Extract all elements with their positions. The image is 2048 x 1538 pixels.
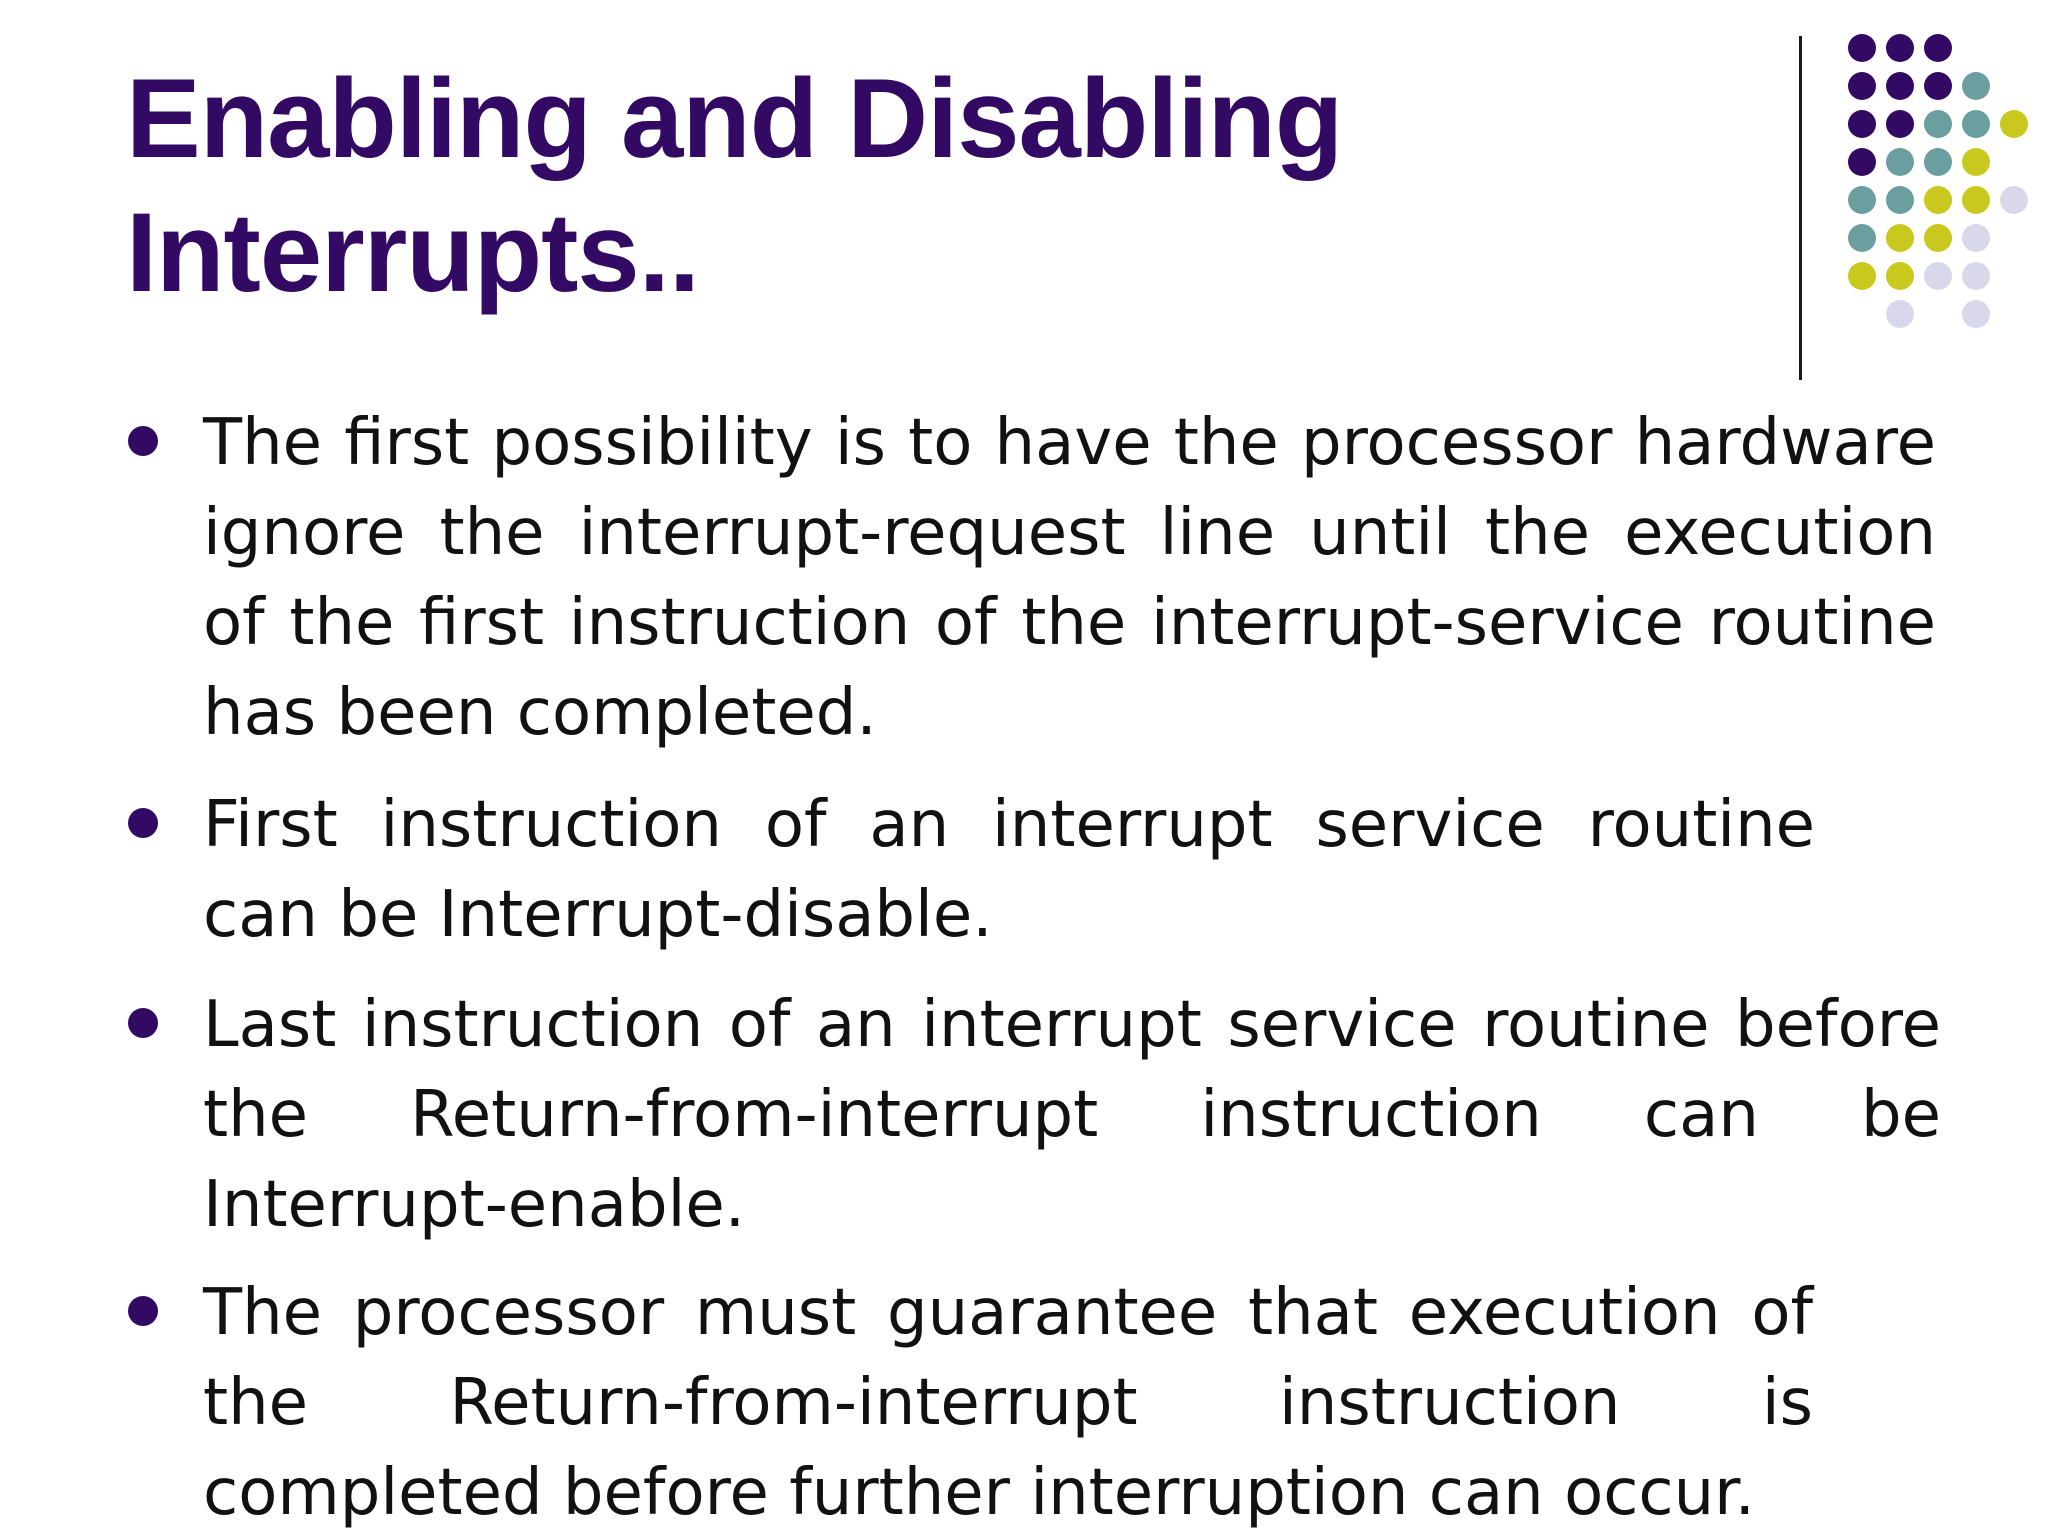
bullet-line: The first possibility is to have the processor hardware	[203, 406, 1936, 480]
decorative-dot	[1924, 186, 1952, 214]
bullet-text-2	[203, 780, 1815, 960]
bullet-text-1	[203, 398, 1936, 758]
decorative-dot	[1962, 110, 1990, 138]
decorative-dot	[1962, 186, 1990, 214]
decorative-dot	[1962, 262, 1990, 290]
bullet-text-4	[203, 1268, 1813, 1538]
decorative-dot	[1886, 186, 1914, 214]
decorative-dot-grid	[0, 0, 2048, 400]
decorative-dot	[1886, 110, 1914, 138]
bullet-line: The processor must guarantee that execution of	[203, 1276, 1813, 1350]
bullet-text-3	[203, 980, 1941, 1250]
bullet-item-1	[126, 398, 1936, 758]
bullet-line: the Return-from-interrupt instruction is	[203, 1366, 1813, 1440]
decorative-dot	[1924, 148, 1952, 176]
bullet-item-4	[126, 1268, 1936, 1538]
decorative-dot	[1886, 148, 1914, 176]
bullet-item-2	[126, 780, 1936, 960]
decorative-dot	[1924, 34, 1952, 62]
decorative-dot	[1924, 110, 1952, 138]
bullet-line: ignore the interrupt-request line until the execution	[203, 496, 1936, 570]
decorative-dot	[1924, 262, 1952, 290]
decorative-dot	[1886, 262, 1914, 290]
decorative-dot	[1962, 300, 1990, 328]
decorative-dot	[1962, 72, 1990, 100]
decorative-dot	[1848, 224, 1876, 252]
decorative-dot	[1848, 110, 1876, 138]
slide-title-line-1: Enabling and Disabling	[126, 56, 1343, 181]
bullet-marker	[128, 808, 158, 838]
bullet-line: of the first instruction of the interrupt-service routine	[203, 586, 1936, 660]
decorative-dot	[1848, 72, 1876, 100]
bullet-marker	[128, 1296, 158, 1326]
bullet-line: Interrupt-enable.	[203, 1168, 746, 1242]
decorative-dot	[1924, 224, 1952, 252]
bullet-line: Last instruction of an interrupt service routine before	[203, 988, 1941, 1062]
decorative-dot	[1848, 34, 1876, 62]
decorative-dot	[1886, 224, 1914, 252]
bullet-line: has been completed.	[203, 676, 877, 750]
decorative-dot	[1886, 72, 1914, 100]
decorative-dot	[1924, 72, 1952, 100]
decorative-dot	[1848, 148, 1876, 176]
bullet-line: the Return-from-interrupt instruction can be	[203, 1078, 1941, 1152]
decorative-dot	[1848, 262, 1876, 290]
decorative-dot	[2000, 110, 2028, 138]
slide-title-line-2: Interrupts..	[126, 190, 699, 315]
bullet-marker	[128, 426, 158, 456]
bullet-marker	[128, 1008, 158, 1038]
bullet-item-3	[126, 980, 1941, 1250]
decorative-dot	[1886, 34, 1914, 62]
decorative-dot	[1962, 148, 1990, 176]
decorative-dot	[1886, 300, 1914, 328]
bullet-line: First instruction of an interrupt service routine	[203, 788, 1815, 862]
bullet-line: can be Interrupt-disable.	[203, 878, 993, 952]
bullet-line: completed before further interruption can occur.	[203, 1456, 1755, 1530]
decorative-dot	[2000, 186, 2028, 214]
decorative-dot	[1962, 224, 1990, 252]
decorative-dot	[1848, 186, 1876, 214]
